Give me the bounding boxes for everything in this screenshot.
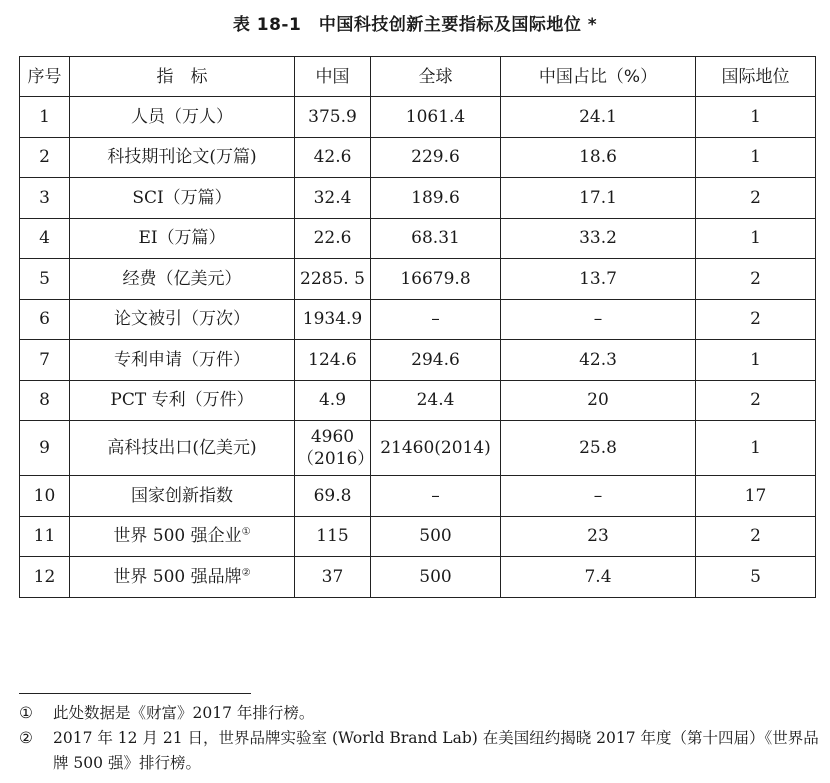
cell-indicator — [70, 178, 295, 219]
cell-indicator — [70, 299, 295, 340]
china-value: 4960 — [310, 427, 355, 447]
table-row — [20, 259, 816, 300]
cell-global: 500 — [371, 516, 501, 557]
footnote-text: 2017 年 12 月 21 日，世界品牌实验室 (World Brand Lab) 在美国纽约揭晓 2017 年度（第十四届）《世界品牌 500 强》排行榜。 — [53, 729, 819, 772]
china-value: 115 — [316, 526, 349, 547]
cell-china — [295, 97, 371, 138]
china-value: 124.6 — [308, 349, 357, 370]
table-row — [20, 380, 816, 421]
cell-no: 6 — [20, 299, 70, 340]
cell-china — [295, 476, 371, 517]
cell-rank: 2 — [696, 380, 816, 421]
cell-rank: 2 — [696, 178, 816, 219]
cell-indicator — [70, 516, 295, 557]
cell-indicator — [70, 340, 295, 381]
table-row — [20, 218, 816, 259]
cell-rank: 2 — [696, 516, 816, 557]
footnote-mark: ② — [19, 729, 33, 747]
cell-no: 10 — [20, 476, 70, 517]
header-global: 全球 — [371, 57, 501, 97]
cell-share: 23 — [501, 516, 696, 557]
cell-china — [295, 516, 371, 557]
cell-indicator — [70, 97, 295, 138]
cell-rank: 5 — [696, 557, 816, 598]
cell-china — [295, 178, 371, 219]
cell-china — [295, 137, 371, 178]
china-value: 37 — [321, 566, 344, 587]
table-row — [20, 421, 816, 476]
cell-global: 189.6 — [371, 178, 501, 219]
cell-rank: 2 — [696, 299, 816, 340]
header-china: 中国 — [295, 57, 371, 97]
cell-indicator — [70, 421, 295, 476]
indicator-label: 高科技出口(亿美元) — [107, 438, 257, 458]
footnotes — [19, 701, 819, 776]
footnote-mark: ① — [19, 704, 33, 722]
cell-share: 24.1 — [501, 97, 696, 138]
cell-rank: 1 — [696, 137, 816, 178]
cell-rank: 17 — [696, 476, 816, 517]
cell-china — [295, 557, 371, 598]
cell-china — [295, 218, 371, 259]
indicator-label: 世界 500 强品牌 — [113, 566, 242, 587]
cell-global: 294.6 — [371, 340, 501, 381]
cell-global: 21460(2014) — [371, 421, 501, 476]
cell-global: 16679.8 — [371, 259, 501, 300]
cell-indicator — [70, 259, 295, 300]
cell-global: 229.6 — [371, 137, 501, 178]
cell-rank: 1 — [696, 340, 816, 381]
cell-global: 1061.4 — [371, 97, 501, 138]
china-value: 4.9 — [318, 390, 347, 411]
indicator-label: 人员（万人） — [131, 106, 233, 127]
cell-global: 24.4 — [371, 380, 501, 421]
table-row — [20, 516, 816, 557]
footnote-ref[interactable]: ② — [241, 567, 251, 579]
footnote-ref[interactable]: ① — [241, 526, 251, 538]
cell-share: 20 — [501, 380, 696, 421]
cell-share: 42.3 — [501, 340, 696, 381]
cell-share: 18.6 — [501, 137, 696, 178]
indicator-label: 世界 500 强企业 — [113, 526, 242, 547]
cell-no: 7 — [20, 340, 70, 381]
footnote-divider — [19, 693, 251, 694]
cell-indicator — [70, 476, 295, 517]
table-row — [20, 299, 816, 340]
china-value: 32.4 — [313, 187, 352, 208]
cell-share: – — [501, 476, 696, 517]
table-header-row — [20, 57, 816, 97]
indicator-label: 国家创新指数 — [131, 485, 233, 506]
cell-china — [295, 340, 371, 381]
cell-share: 7.4 — [501, 557, 696, 598]
cell-global: 500 — [371, 557, 501, 598]
cell-china — [295, 421, 375, 476]
header-no: 序号 — [20, 57, 70, 97]
footnote-1 — [19, 701, 819, 726]
cell-no: 1 — [20, 97, 70, 138]
cell-rank: 2 — [696, 259, 816, 300]
china-value: 69.8 — [313, 485, 352, 506]
cell-china — [295, 380, 371, 421]
cell-indicator — [70, 380, 295, 421]
cell-no: 8 — [20, 380, 70, 421]
footnote-2 — [19, 726, 819, 776]
china-value: 2285. 5 — [300, 268, 365, 289]
indicator-label: EI（万篇） — [138, 228, 226, 249]
cell-rank: 1 — [696, 97, 816, 138]
cell-rank: 1 — [696, 421, 816, 476]
cell-share: – — [501, 299, 696, 340]
china-value: 375.9 — [308, 106, 357, 127]
indicator-label: 论文被引（万次） — [114, 309, 250, 330]
cell-share: 13.7 — [501, 259, 696, 300]
cell-indicator — [70, 557, 295, 598]
table-row — [20, 137, 816, 178]
cell-global: 68.31 — [371, 218, 501, 259]
header-indicator: 指 标 — [70, 57, 295, 97]
indicator-label: 专利申请（万件） — [114, 349, 250, 370]
cell-rank: 1 — [696, 218, 816, 259]
table-caption: 表 18-1 中国科技创新主要指标及国际地位 * — [232, 15, 598, 35]
indicator-label: 科技期刊论文(万篇) — [107, 147, 257, 168]
footnote-text: 此处数据是《财富》2017 年排行榜。 — [53, 704, 315, 722]
table-row — [20, 557, 816, 598]
cell-share: 17.1 — [501, 178, 696, 219]
cell-indicator — [70, 218, 295, 259]
cell-no: 4 — [20, 218, 70, 259]
china-value: 42.6 — [313, 147, 352, 168]
china-value: 22.6 — [313, 228, 352, 249]
indicator-label: SCI（万篇） — [132, 187, 232, 208]
cell-share: 25.8 — [501, 421, 696, 476]
cell-no: 9 — [20, 421, 70, 476]
table-row — [20, 476, 816, 517]
cell-no: 2 — [20, 137, 70, 178]
cell-no: 3 — [20, 178, 70, 219]
indicator-label: 经费（亿美元） — [122, 268, 242, 289]
china-value: 1934.9 — [302, 309, 363, 330]
header-rank: 国际地位 — [696, 57, 816, 97]
cell-share: 33.2 — [501, 218, 696, 259]
cell-china — [295, 259, 371, 300]
table-row — [20, 178, 816, 219]
header-share: 中国占比（%） — [501, 57, 696, 97]
cell-no: 11 — [20, 516, 70, 557]
cell-no: 5 — [20, 259, 70, 300]
table-row — [20, 97, 816, 138]
indicator-label: PCT 专利（万件） — [110, 390, 254, 411]
cell-no: 12 — [20, 557, 70, 598]
cell-indicator — [70, 137, 295, 178]
cell-china — [295, 299, 371, 340]
indicators-table — [19, 56, 816, 598]
cell-global: – — [371, 299, 501, 340]
table-row — [20, 340, 816, 381]
cell-global: – — [371, 476, 501, 517]
china-year: （2016） — [297, 449, 375, 469]
